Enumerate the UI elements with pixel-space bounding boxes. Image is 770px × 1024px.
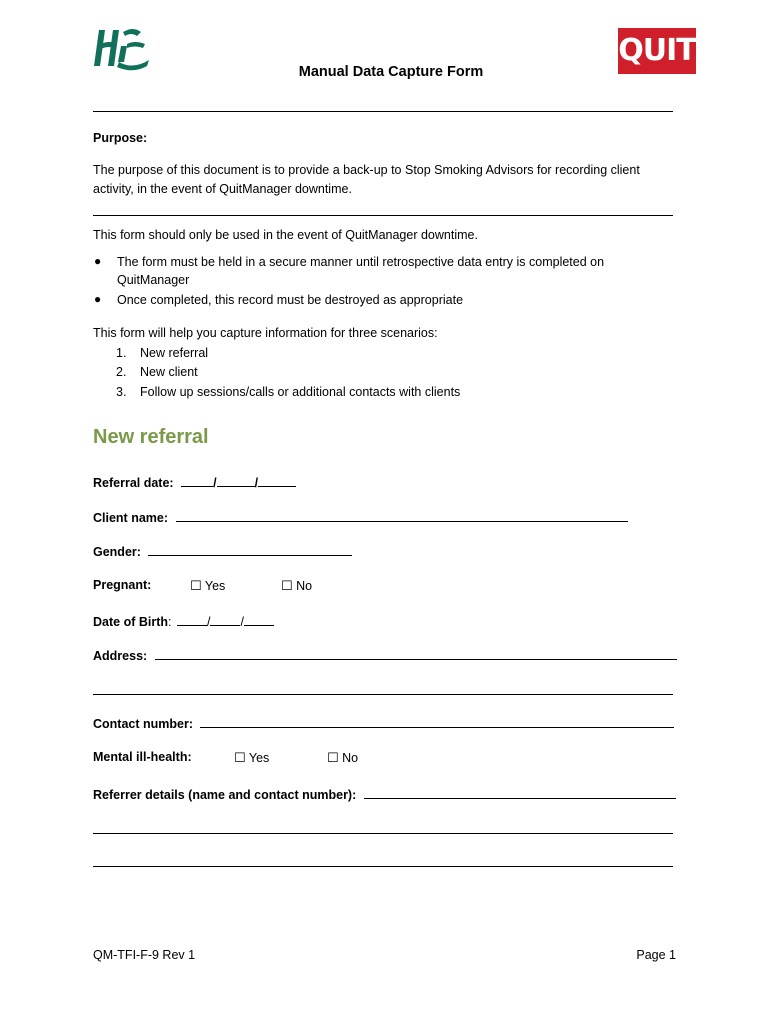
checkbox-icon[interactable]: ☐ (190, 578, 202, 593)
pregnant-yes-option[interactable] (190, 578, 225, 594)
divider (93, 215, 673, 216)
scenarios-intro: This form will help you capture information for three scenarios: (93, 326, 438, 340)
bullet-item-continued: QuitManager (117, 273, 190, 287)
referrer-line-2[interactable] (93, 833, 673, 834)
yes-label: Yes (248, 751, 270, 765)
no-label: No (296, 579, 313, 593)
page-number: Page 1 (636, 948, 676, 962)
gender-label: Gender: (93, 545, 141, 559)
yes-label: Yes (204, 579, 226, 593)
referrer-details-label: Referrer details (name and contact number): (93, 788, 357, 802)
divider (93, 111, 673, 112)
checkbox-icon[interactable]: ☐ (327, 750, 339, 765)
list-number: 1. (116, 346, 127, 360)
list-item: Follow up sessions/calls or additional contacts with clients (140, 385, 461, 399)
list-item: New client (140, 365, 198, 379)
contact-number-field[interactable] (93, 715, 674, 731)
page-title: Manual Data Capture Form (298, 64, 484, 80)
address-field[interactable] (93, 647, 677, 663)
address-line-2[interactable] (93, 694, 673, 695)
purpose-text-line1: The purpose of this document is to provide a back-up to Stop Smoking Advisors for recording client (93, 163, 640, 177)
mental-health-label: Mental ill-health: (93, 750, 192, 764)
checkbox-icon[interactable]: ☐ (234, 750, 246, 765)
purpose-heading: Purpose: (93, 131, 148, 145)
pregnant-field (93, 578, 151, 592)
list-number: 2. (116, 365, 127, 379)
address-label: Address: (93, 649, 148, 663)
purpose-text-line2: activity, in the event of QuitManager downtime. (93, 182, 352, 196)
bullet-icon: ● (94, 292, 102, 306)
section-heading: New referral (93, 426, 209, 448)
client-name-field[interactable] (93, 509, 628, 525)
document-reference: QM-TFI-F-9 Rev 1 (93, 948, 196, 962)
dob-field[interactable]: Date of Birth: / / (93, 613, 274, 629)
checkbox-icon[interactable]: ☐ (281, 578, 293, 593)
dob-label: Date of Birth (93, 615, 168, 629)
pregnant-no-option[interactable] (281, 578, 312, 594)
bullet-item: The form must be held in a secure manner until retrospective data entry is completed on (117, 255, 605, 269)
referrer-line-3[interactable] (93, 866, 673, 867)
quit-logo-text: QUIT (618, 33, 696, 68)
mental-health-no-option[interactable] (327, 750, 358, 766)
mental-health-yes-option[interactable] (234, 750, 269, 766)
gender-field[interactable] (93, 543, 352, 559)
list-number: 3. (116, 385, 127, 399)
contact-number-label: Contact number: (93, 717, 193, 731)
mental-health-field (93, 750, 192, 764)
bullet-item: Once completed, this record must be destroyed as appropriate (117, 293, 464, 307)
no-label: No (342, 751, 359, 765)
list-item: New referral (140, 346, 209, 360)
client-name-label: Client name: (93, 511, 169, 525)
referral-date-field[interactable]: Referral date: / / (93, 474, 296, 490)
bullet-icon: ● (94, 254, 102, 268)
pregnant-label: Pregnant: (93, 578, 152, 592)
referral-date-label: Referral date: (93, 476, 174, 490)
usage-intro: This form should only be used in the event of QuitManager downtime. (93, 228, 478, 242)
referrer-details-field[interactable] (93, 786, 676, 802)
